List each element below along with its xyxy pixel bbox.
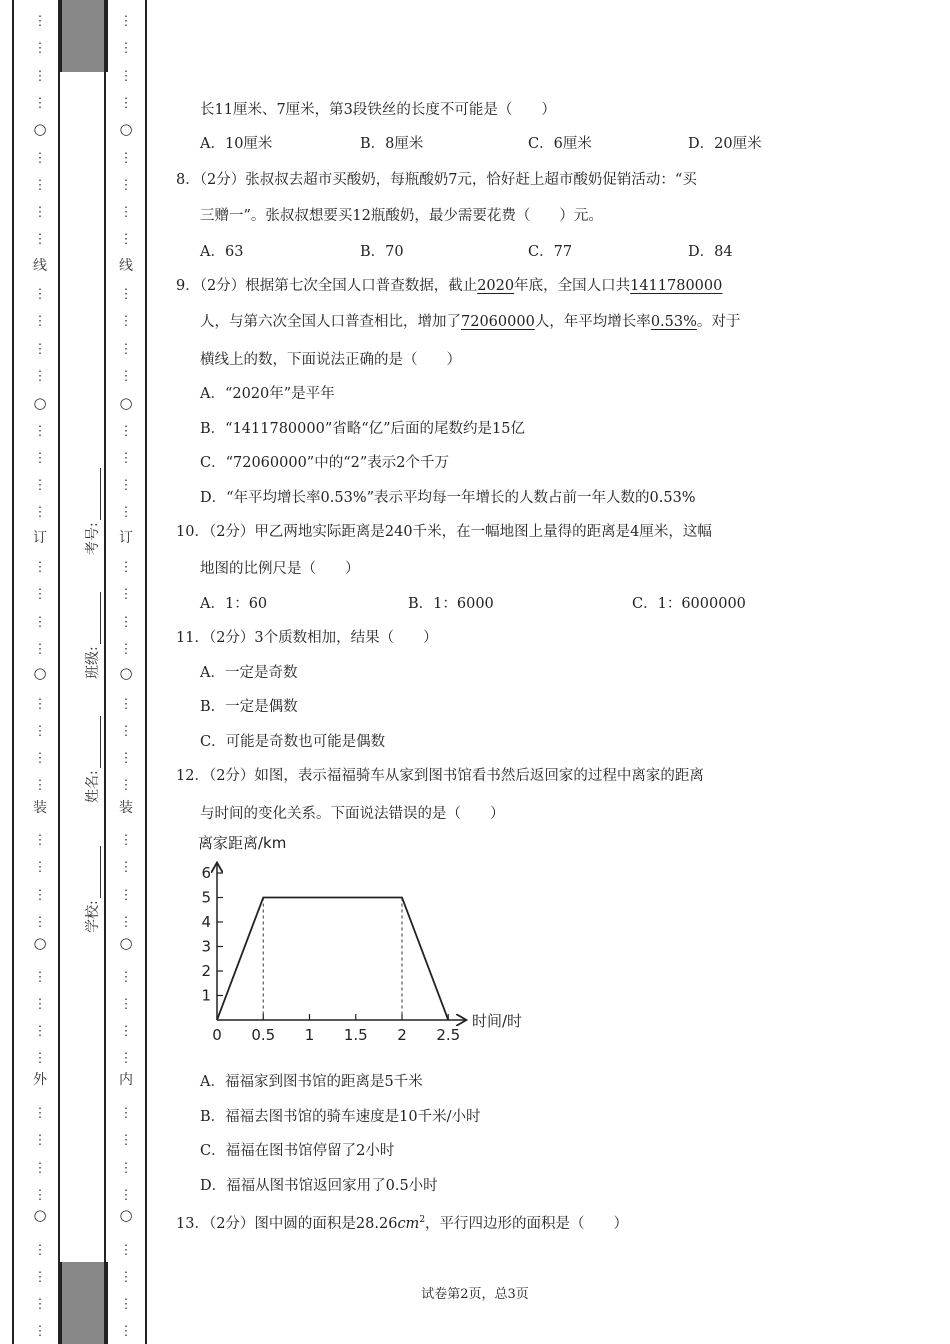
outer-seal-dots: ⋮: [33, 1324, 47, 1340]
inner-seal-circle-3: ○: [119, 664, 133, 682]
q12-option-c[interactable]: C．福福在图书馆停留了2小时: [200, 1143, 395, 1159]
q9-l2b: 人，年平均增长率: [534, 314, 651, 330]
outer-seal-dots: ⋮: [33, 14, 47, 29]
inner-seal-dots: ⋮: [119, 150, 133, 166]
inner-seal-dots: ⋮: [119, 287, 133, 302]
chart-ytick-label-5: 5: [201, 888, 211, 907]
outer-seal-dots: ⋮: [33, 751, 47, 767]
inner-seal-dots: ⋮: [119, 1297, 133, 1313]
outer-seal-dots: ⋮: [33, 177, 47, 193]
inner-seal-circle-1: ○: [119, 120, 133, 138]
q9-l2c: 。对于: [696, 314, 741, 330]
margin-border-right: [145, 0, 147, 1344]
inner-seal-dots: ⋮: [119, 177, 133, 193]
chart-xlabel: 时间/时: [472, 1012, 523, 1030]
inner-seal-dots: ⋮: [119, 478, 133, 494]
outer-seal-circle-1: ○: [33, 120, 47, 138]
inner-seal-dots: ⋮: [119, 778, 133, 794]
outer-seal-word-3: 装: [33, 800, 47, 816]
outer-seal-dots: ⋮: [33, 887, 47, 903]
q7-option-b[interactable]: B．8厘米: [360, 136, 424, 152]
outer-seal-dots: ⋮: [33, 205, 47, 221]
inner-seal-dots: ⋮: [119, 1269, 133, 1285]
inner-seal-dots: ⋮: [119, 723, 133, 739]
inner-seal-dots: ⋮: [119, 1133, 133, 1149]
q7-text: 长11厘米、7厘米，第3段铁丝的长度不可能是（ ）: [200, 102, 556, 118]
outer-seal-dots: ⋮: [33, 587, 47, 603]
outer-seal-dots: ⋮: [33, 696, 47, 712]
outer-seal-dots: ⋮: [33, 314, 47, 330]
margin-border-mid: [58, 0, 60, 1344]
inner-seal-dots: ⋮: [119, 1187, 133, 1203]
inner-seal-dots: ⋮: [119, 996, 133, 1012]
q7-option-d[interactable]: D．20厘米: [688, 136, 762, 152]
outer-seal-dots: ⋮: [33, 969, 47, 985]
q13-unit: cm: [397, 1215, 420, 1232]
chart-xtick-label-0: 0: [212, 1026, 222, 1044]
outer-seal-dots: ⋮: [33, 1133, 47, 1149]
q13-post: ，平行四边形的面积是（ ）: [425, 1215, 629, 1232]
outer-seal-dots: ⋮: [33, 1269, 47, 1285]
outer-seal-word-4: 外: [33, 1072, 47, 1088]
q11-option-b[interactable]: B．一定是偶数: [200, 699, 298, 715]
inner-seal-dots: ⋮: [119, 833, 133, 848]
inner-seal-dots: ⋮: [119, 751, 133, 767]
exam-no-label: 考号:: [85, 522, 101, 555]
q8-option-a[interactable]: A．63: [200, 244, 244, 260]
inner-seal-dots: ⋮: [119, 205, 133, 221]
chart-xtick-label-2: 2: [397, 1026, 407, 1044]
outer-seal-dots: ⋮: [33, 1297, 47, 1313]
inner-seal-circle-2: ○: [119, 394, 133, 412]
q9-l1a: 9．（2分）根据第七次全国人口普查数据，截止: [176, 278, 478, 294]
outer-seal-dots: ⋮: [33, 95, 47, 111]
inner-seal-dots: ⋮: [119, 505, 133, 521]
q12-option-a[interactable]: A．福福家到图书馆的距离是5千米: [200, 1074, 423, 1090]
outer-seal-circle-2: ○: [33, 394, 47, 412]
inner-seal-dots: ⋮: [119, 1106, 133, 1121]
inner-seal-word-2: 订: [119, 530, 133, 546]
inner-seal-dots: ⋮: [119, 1160, 133, 1176]
inner-seal-dots: ⋮: [119, 14, 133, 29]
chart-ylabel: 离家距离/km: [198, 834, 287, 852]
chart-ytick-label-4: 4: [201, 913, 211, 931]
chart-ytick-label-3: 3: [201, 937, 211, 956]
margin-shade-bottom: [60, 1262, 108, 1344]
q11-option-c[interactable]: C．可能是奇数也可能是偶数: [200, 734, 386, 750]
q8-option-c[interactable]: C．77: [528, 244, 573, 260]
outer-seal-dots: ⋮: [33, 833, 47, 848]
inner-seal-dots: ⋮: [119, 95, 133, 111]
q10-option-b[interactable]: B．1：6000: [408, 596, 494, 612]
outer-seal-dots: ⋮: [33, 996, 47, 1012]
outer-seal-dots: ⋮: [33, 1051, 47, 1067]
q9-option-b[interactable]: B．“1411780000”省略“亿”后面的尾数约是15亿: [200, 421, 526, 437]
outer-seal-dots: ⋮: [33, 860, 47, 876]
margin-border-left: [12, 0, 14, 1344]
inner-seal-dots: ⋮: [119, 914, 133, 930]
outer-seal-dots: ⋮: [33, 450, 47, 466]
outer-seal-dots: ⋮: [33, 560, 47, 575]
q10-text-line1: 10．（2分）甲乙两地实际距离是240千米，在一幅地图上量得的距离是4厘米，这幅: [176, 524, 712, 540]
outer-seal-circle-5: ○: [33, 1206, 47, 1224]
chart-xtick-label-0.5: 0.5: [251, 1026, 276, 1044]
outer-seal-word-1: 线: [33, 258, 47, 274]
outer-seal-dots: ⋮: [33, 1242, 47, 1258]
name-label: 姓名:: [85, 770, 101, 803]
outer-seal-dots: ⋮: [33, 1187, 47, 1203]
q9-text-line3: 横线上的数，下面说法正确的是（ ）: [200, 352, 461, 368]
q8-text-line1: 8．（2分）张叔叔去超市买酸奶，每瓶酸奶7元，恰好赶上超市酸奶促销活动：“买: [176, 172, 697, 188]
inner-seal-dots: ⋮: [119, 587, 133, 603]
outer-seal-dots: ⋮: [33, 723, 47, 739]
inner-seal-dots: ⋮: [119, 1051, 133, 1067]
q11-text: 11．（2分）3个质数相加，结果（ ）: [176, 630, 438, 646]
inner-seal-word-1: 线: [119, 258, 133, 274]
q8-option-d[interactable]: D．84: [688, 244, 733, 260]
q11-option-a[interactable]: A．一定是奇数: [200, 665, 298, 681]
inner-seal-dots: ⋮: [119, 887, 133, 903]
inner-seal-circle-4: ○: [119, 934, 133, 952]
outer-seal-dots: ⋮: [33, 423, 47, 439]
outer-seal-dots: ⋮: [33, 41, 47, 57]
q9-rate: 0.53%: [650, 314, 697, 330]
q13-pre: 13．（2分）图中圆的面积是28.26: [176, 1215, 398, 1232]
chart-xtick-label-1: 1: [304, 1026, 315, 1044]
inner-seal-column: [115, 0, 137, 1344]
inner-seal-dots: ⋮: [119, 641, 133, 657]
q9-population: 1411780000: [630, 278, 723, 294]
q9-option-a[interactable]: A．“2020年”是平年: [200, 386, 335, 402]
q13-text: [176, 1210, 628, 1234]
q7-option-a[interactable]: A．10厘米: [200, 136, 273, 152]
inner-seal-dots: ⋮: [119, 68, 133, 84]
q10-text-line2: 地图的比例尺是（ ）: [200, 561, 360, 577]
inner-seal-dots: ⋮: [119, 41, 133, 57]
class-label: 班级:: [85, 646, 101, 679]
inner-seal-word-3: 装: [119, 800, 133, 816]
q12-text-line2: 与时间的变化关系。下面说法错误的是（ ）: [200, 806, 505, 822]
name-field: [81, 693, 105, 803]
outer-seal-column: [29, 0, 51, 1344]
q12-option-d[interactable]: D．福福从图书馆返回家用了0.5小时: [200, 1178, 438, 1194]
outer-seal-circle-3: ○: [33, 664, 47, 682]
outer-seal-dots: ⋮: [33, 505, 47, 521]
inner-seal-dots: ⋮: [119, 450, 133, 466]
inner-seal-dots: ⋮: [119, 969, 133, 985]
inner-seal-dots: ⋮: [119, 614, 133, 630]
q12-option-b[interactable]: B．福福去图书馆的骑车速度是10千米/小时: [200, 1109, 481, 1125]
outer-seal-dots: ⋮: [33, 478, 47, 494]
chart-ytick-label-1: 1: [201, 986, 211, 1005]
inner-seal-dots: ⋮: [119, 368, 133, 384]
chart-ytick-label-6: 6: [201, 864, 211, 882]
outer-seal-dots: ⋮: [33, 287, 47, 302]
q10-option-a[interactable]: A．1：60: [200, 596, 268, 612]
q9-l2a: 人，与第六次全国人口普查相比，增加了: [200, 314, 461, 330]
q9-text-line2: [200, 312, 740, 332]
inner-seal-dots: ⋮: [119, 1324, 133, 1340]
outer-seal-dots: ⋮: [33, 341, 47, 357]
exam-no-field: [81, 445, 105, 555]
class-field: [81, 569, 105, 679]
inner-seal-dots: ⋮: [119, 314, 133, 330]
q9-option-d[interactable]: D．“年平均增长率0.53%”表示平均每一年增长的人数占前一年人数的0.53%: [200, 490, 696, 506]
q9-l1b: 年底，全国人口共: [514, 278, 631, 294]
chart-xtick-label-1.5: 1.5: [343, 1026, 368, 1044]
q12-text-line1: 12．（2分）如图，表示福福骑车从家到图书馆看书然后返回家的过程中离家的距离: [176, 768, 704, 784]
school-blank[interactable]: [86, 846, 101, 898]
inner-seal-dots: ⋮: [119, 560, 133, 575]
outer-seal-dots: ⋮: [33, 1160, 47, 1176]
q13-unit-sup: 2: [419, 1215, 426, 1225]
outer-seal-dots: ⋮: [33, 778, 47, 794]
q8-option-b[interactable]: B．70: [360, 244, 404, 260]
distance-time-chart: [190, 828, 550, 1050]
outer-seal-dots: ⋮: [33, 914, 47, 930]
chart-xtick-label-2.5: 2.5: [436, 1026, 461, 1044]
inner-seal-dots: ⋮: [119, 341, 133, 357]
outer-seal-dots: ⋮: [33, 368, 47, 384]
outer-seal-dots: ⋮: [33, 150, 47, 166]
page-footer: 试卷第2页，总3页: [421, 1287, 529, 1302]
q7-option-c[interactable]: C．6厘米: [528, 136, 592, 152]
inner-seal-dots: ⋮: [119, 696, 133, 712]
inner-seal-dots: ⋮: [119, 1242, 133, 1258]
inner-seal-dots: ⋮: [119, 860, 133, 876]
margin-shade-top: [60, 0, 108, 72]
school-label: 学校:: [85, 900, 101, 933]
q9-increase: 72060000: [461, 314, 535, 330]
outer-seal-dots: ⋮: [33, 1024, 47, 1040]
exam-no-blank[interactable]: [86, 468, 101, 520]
q10-option-c[interactable]: C．1：6000000: [632, 596, 746, 612]
q9-text-line1: [176, 276, 722, 296]
inner-seal-dots: ⋮: [119, 232, 133, 248]
class-blank[interactable]: [86, 592, 101, 644]
chart-ytick-label-2: 2: [201, 962, 211, 980]
q9-option-c[interactable]: C．“72060000”中的“2”表示2个千万: [200, 455, 449, 471]
outer-seal-dots: ⋮: [33, 1106, 47, 1121]
outer-seal-word-2: 订: [33, 530, 47, 546]
inner-seal-word-4: 内: [119, 1072, 133, 1088]
name-blank[interactable]: [86, 716, 101, 768]
school-field: [81, 823, 105, 933]
inner-seal-circle-5: ○: [119, 1206, 133, 1224]
chart-series-line: [217, 898, 448, 1021]
outer-seal-circle-4: ○: [33, 934, 47, 952]
inner-seal-dots: ⋮: [119, 1024, 133, 1040]
outer-seal-dots: ⋮: [33, 68, 47, 84]
q8-text-line2: 三赠一”。张叔叔想要买12瓶酸奶，最少需要花费（ ）元。: [200, 208, 603, 224]
q9-year: 2020: [477, 278, 515, 294]
inner-seal-dots: ⋮: [119, 423, 133, 439]
outer-seal-dots: ⋮: [33, 232, 47, 248]
outer-seal-dots: ⋮: [33, 614, 47, 630]
outer-seal-dots: ⋮: [33, 641, 47, 657]
